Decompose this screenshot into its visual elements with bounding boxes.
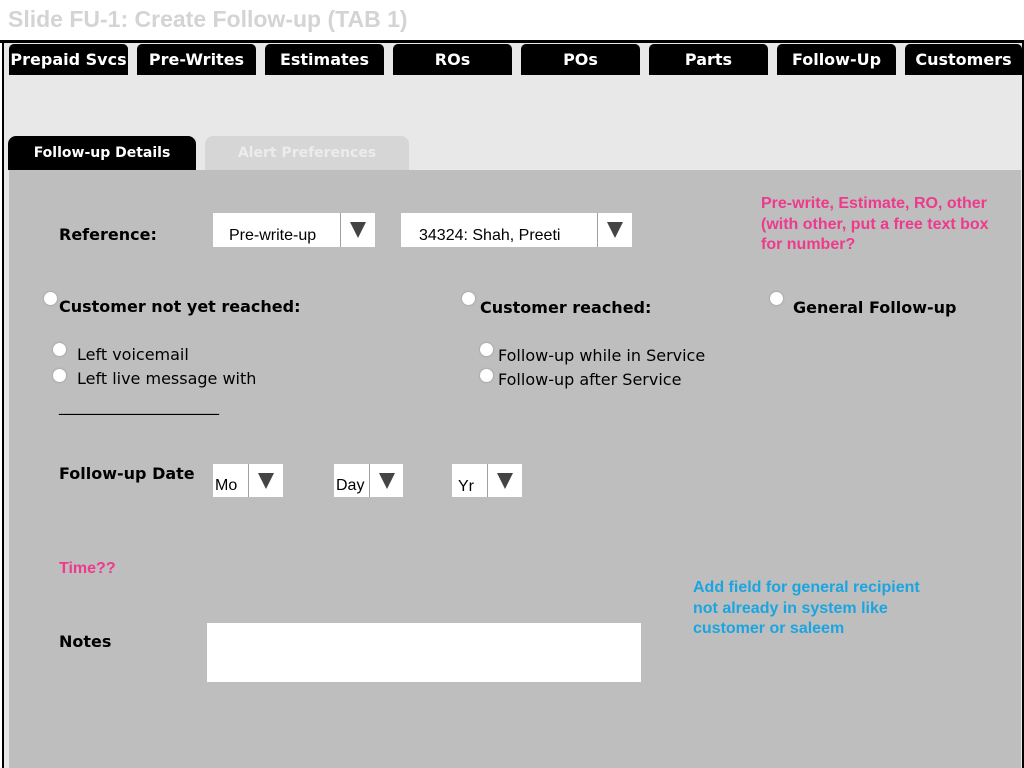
radio-left-live-message[interactable]: [53, 369, 66, 382]
follow-up-while-in-service-label: Follow-up while in Service: [498, 346, 706, 365]
annotation-line: customer or saleem: [693, 620, 845, 637]
radio-customer-reached[interactable]: [462, 292, 475, 305]
reference-type-select[interactable]: [213, 213, 375, 247]
tab-pre-writes[interactable]: Pre-Writes: [137, 44, 256, 75]
annotation-reference-types: [761, 194, 989, 256]
dropdown-arrow-icon[interactable]: [487, 464, 522, 497]
subtab-follow-up-details[interactable]: Follow-up Details: [8, 136, 196, 170]
top-rule: [0, 40, 1024, 43]
dropdown-arrow-icon[interactable]: [248, 464, 283, 497]
dropdown-arrow-icon[interactable]: [369, 464, 403, 497]
time-label: Time??: [59, 560, 116, 577]
dropdown-arrow-icon[interactable]: [340, 213, 375, 247]
radio-customer-not-reached[interactable]: [44, 292, 57, 305]
tab-parts[interactable]: Parts: [649, 44, 768, 75]
dropdown-arrow-icon[interactable]: [597, 213, 632, 247]
year-value: Yr: [458, 478, 474, 495]
slide-title: Slide FU-1: Create Follow-up (TAB 1): [8, 6, 408, 32]
left-live-message-label: Left live message with: [77, 369, 257, 388]
reference-type-value: Pre-write-up: [229, 227, 317, 244]
tab-prepaid-svcs[interactable]: Prepaid Svcs: [9, 44, 128, 75]
annotation-line: not already in system like: [693, 599, 888, 617]
notes-label: Notes: [59, 632, 112, 651]
customer-reached-label: Customer reached:: [480, 298, 652, 317]
reference-record-value: 34324: Shah, Preeti: [419, 227, 561, 244]
tab-estimates[interactable]: Estimates: [265, 44, 384, 75]
general-follow-up-label: General Follow-up: [793, 298, 957, 317]
day-select[interactable]: [334, 464, 403, 497]
tab-ros[interactable]: ROs: [393, 44, 512, 75]
day-value: Day: [336, 477, 365, 494]
annotation-general-recipient: [693, 578, 920, 640]
month-value: Mo: [215, 477, 238, 494]
annotation-line: for number?: [761, 236, 856, 253]
year-select[interactable]: [452, 464, 522, 497]
annotation-line: Add field for general recipient: [693, 579, 920, 596]
customer-not-reached-label: Customer not yet reached:: [59, 297, 301, 316]
follow-up-date-label: Follow-up Date: [59, 464, 195, 483]
tab-follow-up[interactable]: Follow-Up: [777, 44, 896, 75]
month-select[interactable]: [213, 464, 283, 497]
annotation-line: (with other, put a free text box: [761, 215, 989, 233]
tab-customers[interactable]: Customers: [905, 44, 1022, 75]
reference-record-select[interactable]: [401, 213, 632, 247]
tab-pos[interactable]: POs: [521, 44, 640, 75]
subtab-alert-preferences[interactable]: Alert Preferences: [205, 136, 409, 170]
radio-left-voicemail[interactable]: [53, 343, 66, 356]
radio-general-follow-up[interactable]: [770, 292, 783, 305]
radio-follow-up-while-in-service[interactable]: [480, 343, 493, 356]
live-message-recipient-blank: ____________________: [59, 396, 219, 415]
follow-up-after-service-label: Follow-up after Service: [498, 370, 682, 389]
notes-textarea[interactable]: [207, 623, 641, 682]
reference-label: Reference:: [59, 225, 157, 244]
annotation-line: Pre-write, Estimate, RO, other: [761, 195, 987, 212]
radio-follow-up-after-service[interactable]: [480, 369, 493, 382]
left-voicemail-label: Left voicemail: [77, 345, 189, 364]
